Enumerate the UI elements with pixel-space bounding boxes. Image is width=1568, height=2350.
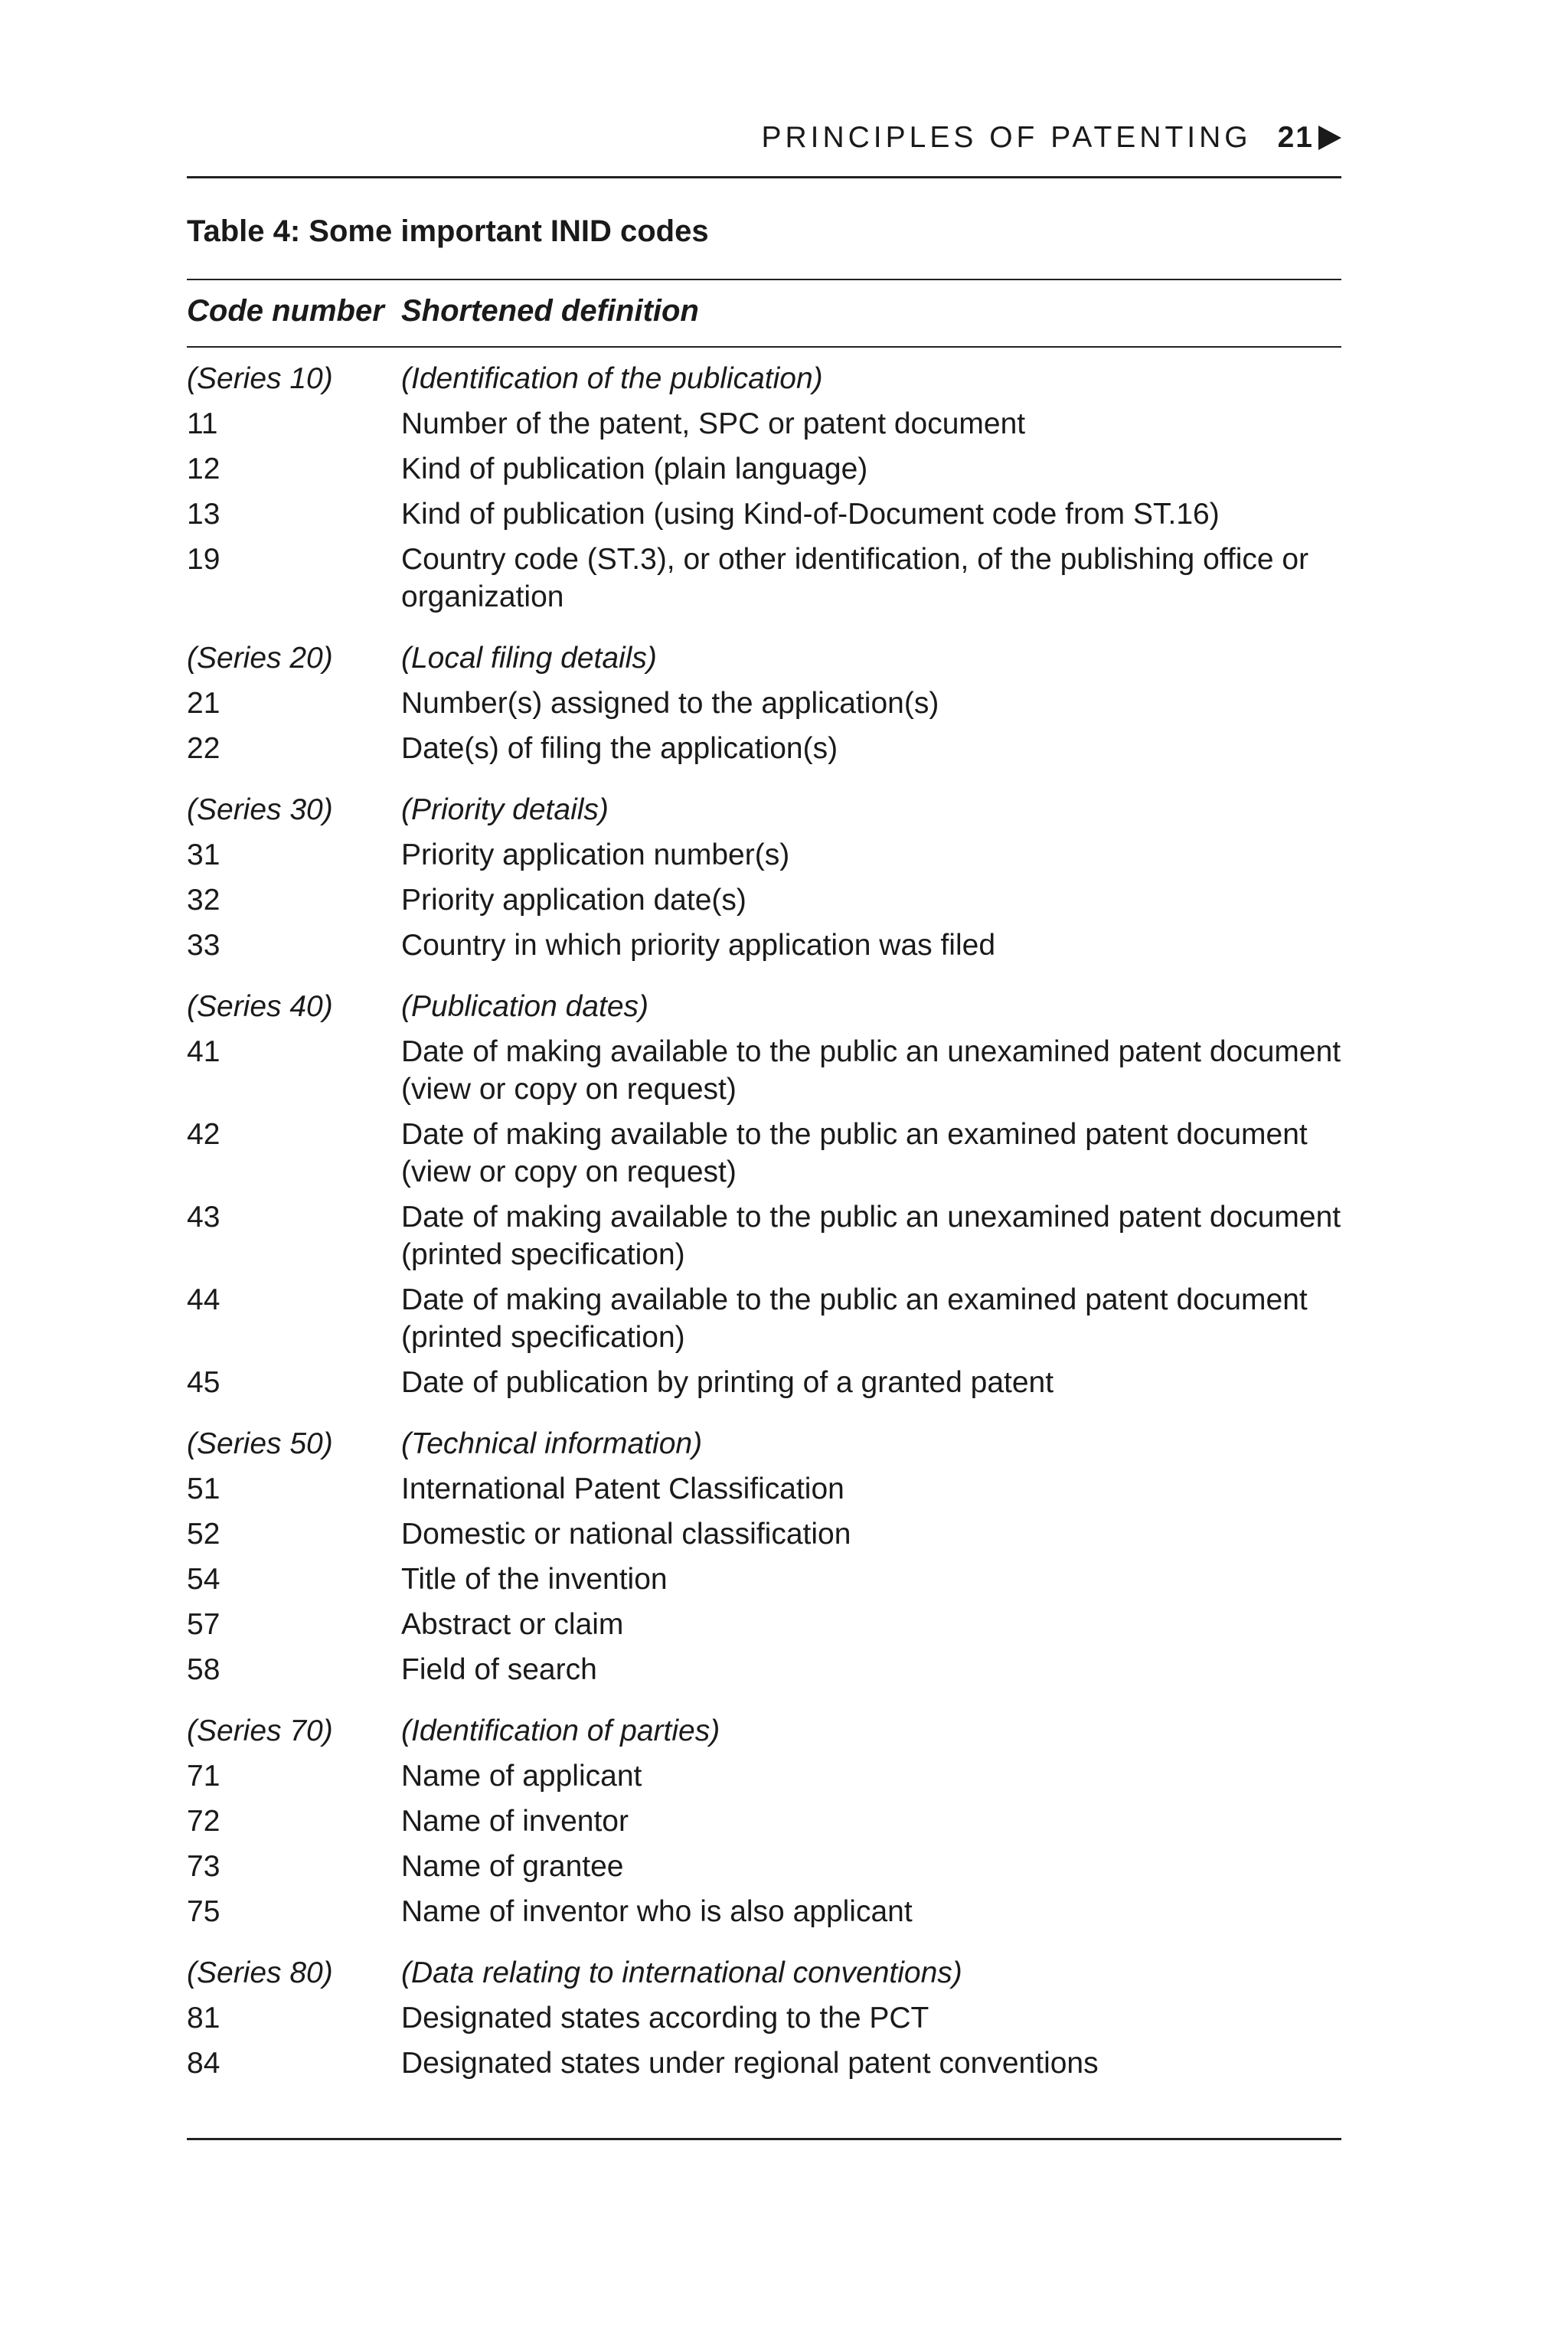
- table-row: [187, 881, 1341, 919]
- code-number: 33: [187, 929, 220, 962]
- series-heading: (Publication dates): [401, 990, 649, 1023]
- table-row: [187, 1757, 1341, 1795]
- code-number: 58: [187, 1653, 220, 1686]
- code-number: 19: [187, 543, 220, 576]
- series-heading-row: [187, 639, 1341, 677]
- column-header-code: Code number: [187, 294, 384, 328]
- code-definition: Kind of publication (plain language): [401, 453, 868, 485]
- series-label: (Series 80): [187, 1956, 333, 1989]
- code-definition: Country in which priority application was filed: [401, 929, 996, 962]
- table-row: [187, 450, 1341, 488]
- table-header-rule: [187, 346, 1341, 348]
- code-number: 21: [187, 687, 220, 720]
- running-title: PRINCIPLES OF PATENTING: [761, 121, 1252, 154]
- series-block: [187, 639, 1341, 767]
- code-definition: Name of inventor who is also applicant: [401, 1895, 913, 1928]
- code-definition: Date of making available to the public an examined patent document (view or copy on request): [401, 1118, 1308, 1188]
- code-definition: Date(s) of filing the application(s): [401, 732, 838, 765]
- code-definition: Country code (ST.3), or other identification, of the publishing office or organization: [401, 543, 1309, 613]
- code-number: 31: [187, 838, 220, 871]
- series-label: (Series 40): [187, 990, 333, 1023]
- code-number: 57: [187, 1608, 220, 1641]
- table-row: [187, 685, 1341, 722]
- code-number: 11: [187, 407, 218, 440]
- table-row: [187, 1848, 1341, 1885]
- table-row: [187, 1470, 1341, 1508]
- code-number: 72: [187, 1805, 220, 1838]
- series-heading-row: [187, 988, 1341, 1025]
- table-row: [187, 541, 1341, 616]
- table-row: [187, 1281, 1341, 1356]
- code-definition: Number of the patent, SPC or patent document: [401, 407, 1026, 440]
- page-number: [1278, 121, 1341, 155]
- code-definition: Name of inventor: [401, 1805, 629, 1838]
- code-number: 44: [187, 1283, 220, 1316]
- code-definition: Priority application date(s): [401, 884, 746, 917]
- table-row: [187, 1606, 1341, 1643]
- table-row: [187, 405, 1341, 443]
- table-row: [187, 1561, 1341, 1598]
- table-row: [187, 1651, 1341, 1688]
- series-heading: (Identification of parties): [401, 1714, 720, 1747]
- code-number: 22: [187, 732, 220, 765]
- series-label: (Series 20): [187, 642, 333, 675]
- series-label: (Series 10): [187, 362, 333, 395]
- table-row: [187, 1364, 1341, 1401]
- table-row: [187, 1893, 1341, 1930]
- code-number: 81: [187, 2002, 220, 2035]
- code-definition: Date of making available to the public an unexamined patent document (printed specification): [401, 1201, 1341, 1271]
- code-number: 71: [187, 1760, 220, 1793]
- header-rule: [187, 176, 1341, 178]
- series-label: (Series 30): [187, 793, 333, 826]
- code-definition: Title of the invention: [401, 1563, 668, 1596]
- code-definition: Date of publication by printing of a granted patent: [401, 1366, 1054, 1399]
- series-heading: (Local filing details): [401, 642, 657, 675]
- code-number: 54: [187, 1563, 220, 1596]
- series-heading: (Technical information): [401, 1427, 703, 1460]
- code-definition: Designated states under regional patent conventions: [401, 2047, 1099, 2080]
- code-number: 84: [187, 2047, 220, 2080]
- table-row: [187, 2044, 1341, 2082]
- code-definition: Kind of publication (using Kind-of-Document code from ST.16): [401, 498, 1220, 531]
- code-number: 45: [187, 1366, 220, 1399]
- code-definition: Date of making available to the public an unexamined patent document (view or copy on request): [401, 1035, 1341, 1106]
- code-number: 43: [187, 1201, 220, 1234]
- code-number: 51: [187, 1472, 220, 1505]
- series-label: (Series 50): [187, 1427, 333, 1460]
- play-arrow-icon: [1318, 126, 1341, 150]
- code-definition: Field of search: [401, 1653, 597, 1686]
- table-row: [187, 495, 1341, 533]
- code-definition: International Patent Classification: [401, 1472, 844, 1505]
- running-head: [761, 115, 1341, 161]
- series-heading: (Identification of the publication): [401, 362, 823, 395]
- series-heading-row: [187, 1954, 1341, 1992]
- code-definition: Abstract or claim: [401, 1608, 624, 1641]
- series-block: [187, 360, 1341, 616]
- table-top-rule: [187, 279, 1341, 280]
- table-row: [187, 1198, 1341, 1273]
- series-heading-row: [187, 1712, 1341, 1750]
- series-label: (Series 70): [187, 1714, 333, 1747]
- code-definition: Name of grantee: [401, 1850, 624, 1883]
- table-row: [187, 1999, 1341, 2037]
- code-number: 13: [187, 498, 220, 531]
- table-title: Table 4: Some important INID codes: [187, 214, 709, 248]
- table-body: [187, 360, 1341, 2106]
- series-block: [187, 1712, 1341, 1930]
- series-block: [187, 988, 1341, 1401]
- code-definition: Designated states according to the PCT: [401, 2002, 929, 2035]
- column-header-definition: Shortened definition: [401, 294, 699, 328]
- page-number-text: 21: [1277, 121, 1314, 154]
- code-definition: Date of making available to the public an examined patent document (printed specification): [401, 1283, 1308, 1354]
- table-row: [187, 836, 1341, 874]
- code-number: 32: [187, 884, 220, 917]
- code-number: 41: [187, 1035, 220, 1068]
- series-block: [187, 1954, 1341, 2082]
- table-row: [187, 927, 1341, 964]
- table-row: [187, 1033, 1341, 1108]
- code-definition: Number(s) assigned to the application(s): [401, 687, 939, 720]
- series-heading: (Priority details): [401, 793, 609, 826]
- code-number: 42: [187, 1118, 220, 1151]
- code-definition: Name of applicant: [401, 1760, 642, 1793]
- code-number: 52: [187, 1518, 220, 1551]
- code-definition: Priority application number(s): [401, 838, 790, 871]
- table-row: [187, 1515, 1341, 1553]
- code-definition: Domestic or national classification: [401, 1518, 851, 1551]
- code-number: 12: [187, 453, 220, 485]
- series-heading-row: [187, 791, 1341, 829]
- series-block: [187, 791, 1341, 964]
- series-heading: (Data relating to international conventions): [401, 1956, 962, 1989]
- code-number: 73: [187, 1850, 220, 1883]
- table-row: [187, 1803, 1341, 1840]
- series-block: [187, 1425, 1341, 1688]
- table-row: [187, 1116, 1341, 1191]
- series-heading-row: [187, 360, 1341, 397]
- code-number: 75: [187, 1895, 220, 1928]
- series-heading-row: [187, 1425, 1341, 1463]
- table-row: [187, 730, 1341, 767]
- table-bottom-rule: [187, 2138, 1341, 2140]
